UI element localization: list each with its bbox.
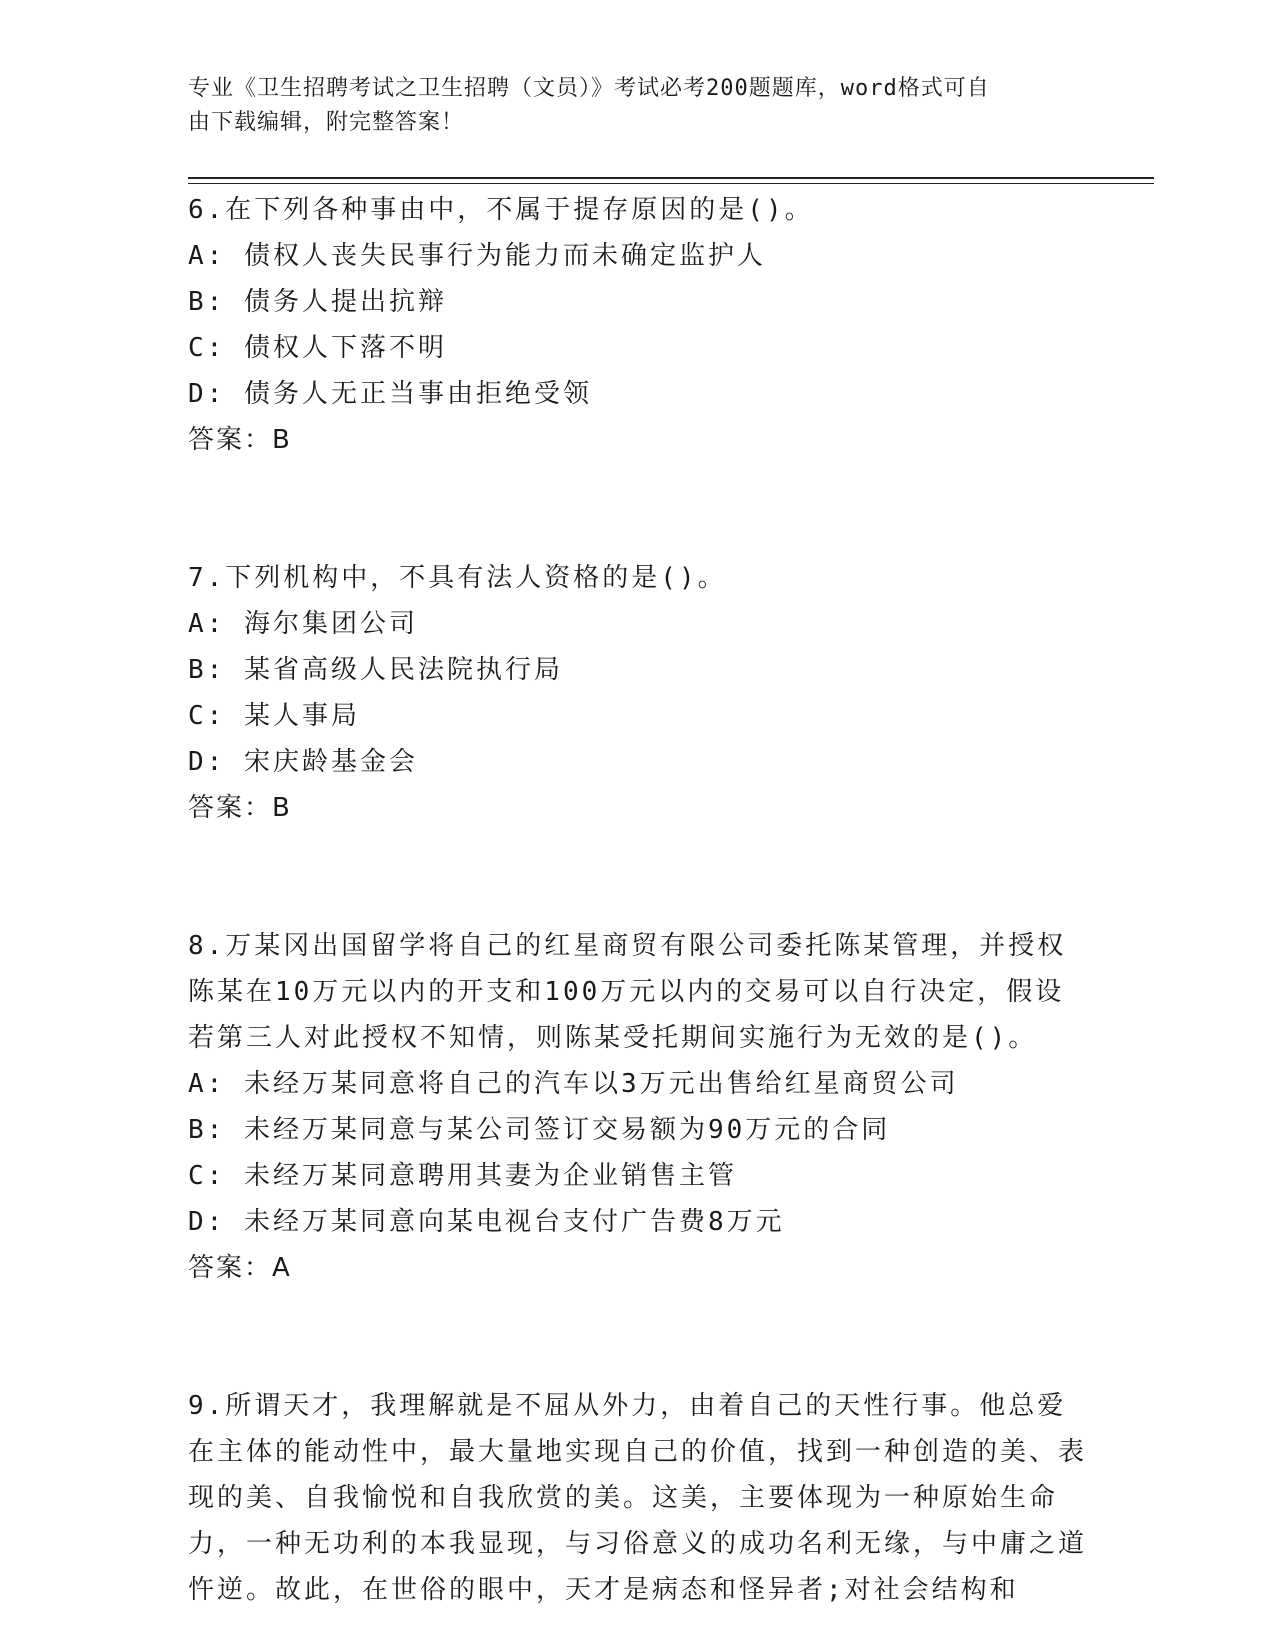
question-stem: 8.万某冈出国留学将自己的红星商贸有限公司委托陈某管理，并授权陈某在10万元以内的开支和100万元以内的交易可以自行决定，假设若第三人对此授权不知情，则陈某受托期间实施行为无效的是()。 (188, 931, 1067, 1053)
question-6 (188, 187, 1088, 463)
spacer (188, 463, 1088, 555)
question-7 (188, 555, 1088, 831)
spacer (188, 831, 1088, 923)
option-a: A: 海尔集团公司 (188, 609, 418, 639)
question-stem: 6.在下列各种事由中，不属于提存原因的是()。 (188, 195, 814, 225)
option-a: A: 未经万某同意将自己的汽车以3万元出售给红星商贸公司 (188, 1069, 959, 1099)
option-c: C: 某人事局 (188, 701, 360, 731)
option-d: D: 宋庆龄基金会 (188, 747, 418, 777)
header-line-1: 专业《卫生招聘考试之卫生招聘（文员）》考试必考200题题库，word格式可自 (188, 76, 990, 101)
spacer (188, 1291, 1088, 1383)
header-line-2: 由下载编辑，附完整答案！ (188, 110, 465, 135)
answer: 答案：B (188, 425, 292, 455)
option-c: C: 未经万某同意聘用其妻为企业销售主管 (188, 1161, 737, 1191)
option-d: D: 债务人无正当事由拒绝受领 (188, 379, 592, 409)
header-divider-thick (188, 177, 1154, 179)
option-b: B: 债务人提出抗辩 (188, 287, 447, 317)
question-8 (188, 923, 1088, 1291)
option-a: A: 债权人丧失民事行为能力而未确定监护人 (188, 241, 766, 271)
option-b: B: 某省高级人民法院执行局 (188, 655, 563, 685)
question-stem: 7.下列机构中，不具有法人资格的是()。 (188, 563, 727, 593)
option-c: C: 债权人下落不明 (188, 333, 447, 363)
document-header (188, 72, 1068, 140)
question-9 (188, 1383, 1088, 1613)
answer: 答案：A (188, 1253, 292, 1283)
question-list (188, 187, 1088, 1613)
header-divider-thin (188, 183, 1154, 184)
option-d: D: 未经万某同意向某电视台支付广告费8万元 (188, 1207, 785, 1237)
question-stem: 9.所谓天才，我理解就是不屈从外力，由着自己的天性行事。他总爱在主体的能动性中，最大量地实现自己的价值，找到一种创造的美、表现的美、自我愉悦和自我欣赏的美。这美，主要体现为一种原始生命力，一种无功利的本我显现，与习俗意义的成功名利无缘，与中庸之道忤逆。故此，在世俗的眼中，天才是病态和怪异者;对社会结构和 (188, 1391, 1088, 1605)
answer: 答案：B (188, 793, 292, 823)
option-b: B: 未经万某同意与某公司签订交易额为90万元的合同 (188, 1115, 891, 1145)
